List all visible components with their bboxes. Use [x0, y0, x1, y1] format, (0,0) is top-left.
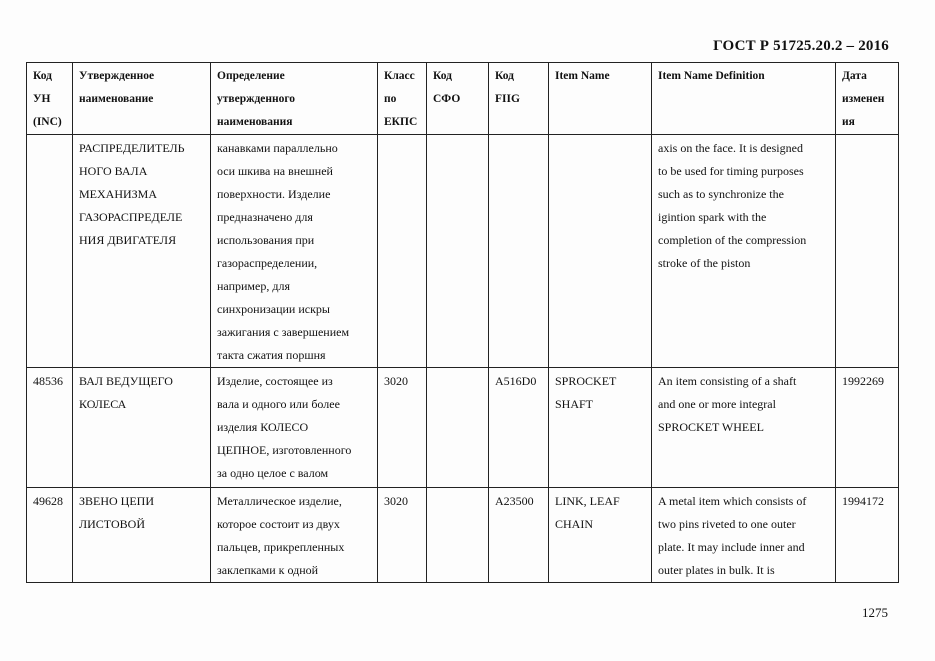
cell-text-line: A metal item which consists of [658, 494, 807, 508]
cell-text-line: completion of the compression [658, 233, 807, 247]
change-date-cell [836, 135, 899, 368]
cell-text-line: использования при [217, 233, 315, 247]
cell-text-line: Изделие, состоящее из [217, 374, 333, 388]
item-definition-cell [652, 368, 836, 488]
cell-text-line: НИЯ ДВИГАТЕЛЯ [79, 233, 177, 247]
cell-text-line: 1994172 [842, 494, 884, 508]
cell-text-line: A23500 [495, 494, 534, 508]
cell-text-line: such as to synchronize the [658, 187, 784, 201]
cell-text-line: оси шкива на внешней [217, 164, 333, 178]
header-text-line: по [384, 93, 397, 105]
cell-text-line: такта сжатия поршня [217, 348, 326, 362]
header-text-line: УН [33, 93, 51, 105]
header-text-line: Класс [384, 70, 415, 82]
approved-name-cell [73, 488, 211, 583]
sfo-code-cell [427, 135, 489, 368]
definition-cell [211, 368, 378, 488]
sfo-code-cell [427, 368, 489, 488]
change-date-cell [836, 488, 899, 583]
approved-name-cell [73, 368, 211, 488]
header-definition [211, 63, 378, 135]
fiig-code-cell [489, 135, 549, 368]
inc-code-cell [27, 488, 73, 583]
table-row [27, 368, 899, 488]
fiig-code-cell [489, 368, 549, 488]
header-text-line: ия [842, 116, 855, 128]
header-text-line: Утвержденное [79, 70, 155, 82]
item-definition-cell [652, 488, 836, 583]
cell-text-line: ВАЛ ВЕДУЩЕГО [79, 374, 173, 388]
cell-text-line: вала и одного или более [217, 397, 340, 411]
cell-text-line: LINK, LEAF [555, 494, 620, 508]
cell-text-line: SPROCKET WHEEL [658, 420, 764, 434]
header-text-line: Код [33, 70, 53, 82]
table-body [27, 135, 899, 583]
cell-text-line: Металлическое изделие, [217, 494, 342, 508]
cell-text-line: igintion spark with the [658, 210, 767, 224]
cell-text-line: CHAIN [555, 517, 593, 531]
cell-text-line: stroke of the piston [658, 256, 751, 270]
header-item-name [549, 63, 652, 135]
table-row [27, 488, 899, 583]
table-header-row [27, 63, 899, 135]
cell-text-line: НОГО ВАЛА [79, 164, 148, 178]
header-text-line: (INC) [33, 116, 62, 128]
cell-text-line: two pins riveted to one outer [658, 517, 796, 531]
cell-text-line: РАСПРЕДЕЛИТЕЛЬ [79, 141, 185, 155]
cell-text-line: plate. It may include inner and [658, 540, 805, 554]
cell-text-line: которое состоит из двух [217, 517, 340, 531]
header-approved-name [73, 63, 211, 135]
cell-text-line: to be used for timing purposes [658, 164, 804, 178]
item-name-cell [549, 135, 652, 368]
header-text-line: Дата [842, 70, 867, 82]
inc-code-cell [27, 135, 73, 368]
header-text-line: наименования [217, 116, 293, 128]
cell-text-line: ЛИСТОВОЙ [79, 517, 145, 531]
cell-text-line: and one or more integral [658, 397, 776, 411]
cell-text-line: зажигания с завершением [217, 325, 350, 339]
inc-code-cell [27, 368, 73, 488]
header-text-line: Item Name Definition [658, 70, 765, 82]
cell-text-line: axis on the face. It is designed [658, 141, 803, 155]
header-text-line: ЕКПС [384, 116, 418, 128]
header-change-date [836, 63, 899, 135]
cell-text-line: ЦЕПНОЕ, изготовленного [217, 443, 352, 457]
header-ekps-class [378, 63, 427, 135]
cell-text-line: синхронизации искры [217, 302, 330, 316]
document-title: ГОСТ Р 51725.20.2 – 2016 [713, 38, 889, 54]
cell-text-line: 48536 [33, 374, 63, 388]
page-number: 1275 [862, 605, 888, 620]
fiig-code-cell [489, 488, 549, 583]
cell-text-line: газораспределении, [217, 256, 318, 270]
cell-text-line: поверхности. Изделие [217, 187, 331, 201]
cell-text-line: outer plates in bulk. It is [658, 563, 775, 577]
header-text-line: наименование [79, 93, 154, 105]
header-text-line: Код [433, 70, 453, 82]
registry-table [26, 62, 899, 583]
table-row [27, 135, 899, 368]
header-fiig-code [489, 63, 549, 135]
cell-text-line: SPROCKET [555, 374, 617, 388]
ekps-class-cell [378, 488, 427, 583]
ekps-class-cell [378, 135, 427, 368]
cell-text-line: канавками параллельно [217, 141, 338, 155]
cell-text-line: 1992269 [842, 374, 884, 388]
header-text-line: СФО [433, 93, 461, 105]
cell-text-line: заклепками к одной [217, 563, 319, 577]
definition-cell [211, 135, 378, 368]
cell-text-line: за одно целое с валом [217, 466, 329, 480]
header-text-line: изменен [842, 93, 885, 105]
cell-text-line: SHAFT [555, 397, 594, 411]
cell-text-line: КОЛЕСА [79, 397, 127, 411]
header-inc-code [27, 63, 73, 135]
header-item-definition [652, 63, 836, 135]
change-date-cell [836, 368, 899, 488]
cell-text-line: 49628 [33, 494, 63, 508]
cell-text-line: 3020 [384, 374, 408, 388]
header-text-line: Код [495, 70, 515, 82]
cell-text-line: ЗВЕНО ЦЕПИ [79, 494, 155, 508]
cell-text-line: пальцев, прикрепленных [217, 540, 345, 554]
header-text-line: FIIG [495, 93, 520, 105]
cell-text-line: изделия КОЛЕСО [217, 420, 309, 434]
header-text-line: Определение [217, 70, 285, 82]
header-sfo-code [427, 63, 489, 135]
cell-text-line: A516D0 [495, 374, 537, 388]
sfo-code-cell [427, 488, 489, 583]
header-text-line: утвержденного [217, 93, 296, 105]
header-text-line: Item Name [555, 70, 610, 82]
item-name-cell [549, 368, 652, 488]
item-name-cell [549, 488, 652, 583]
cell-text-line: предназначено для [217, 210, 313, 224]
cell-text-line: 3020 [384, 494, 408, 508]
cell-text-line: например, для [217, 279, 290, 293]
definition-cell [211, 488, 378, 583]
cell-text-line: An item consisting of a shaft [658, 374, 797, 388]
approved-name-cell [73, 135, 211, 368]
ekps-class-cell [378, 368, 427, 488]
item-definition-cell [652, 135, 836, 368]
cell-text-line: МЕХАНИЗМА [79, 187, 158, 201]
cell-text-line: ГАЗОРАСПРЕДЕЛЕ [79, 210, 183, 224]
